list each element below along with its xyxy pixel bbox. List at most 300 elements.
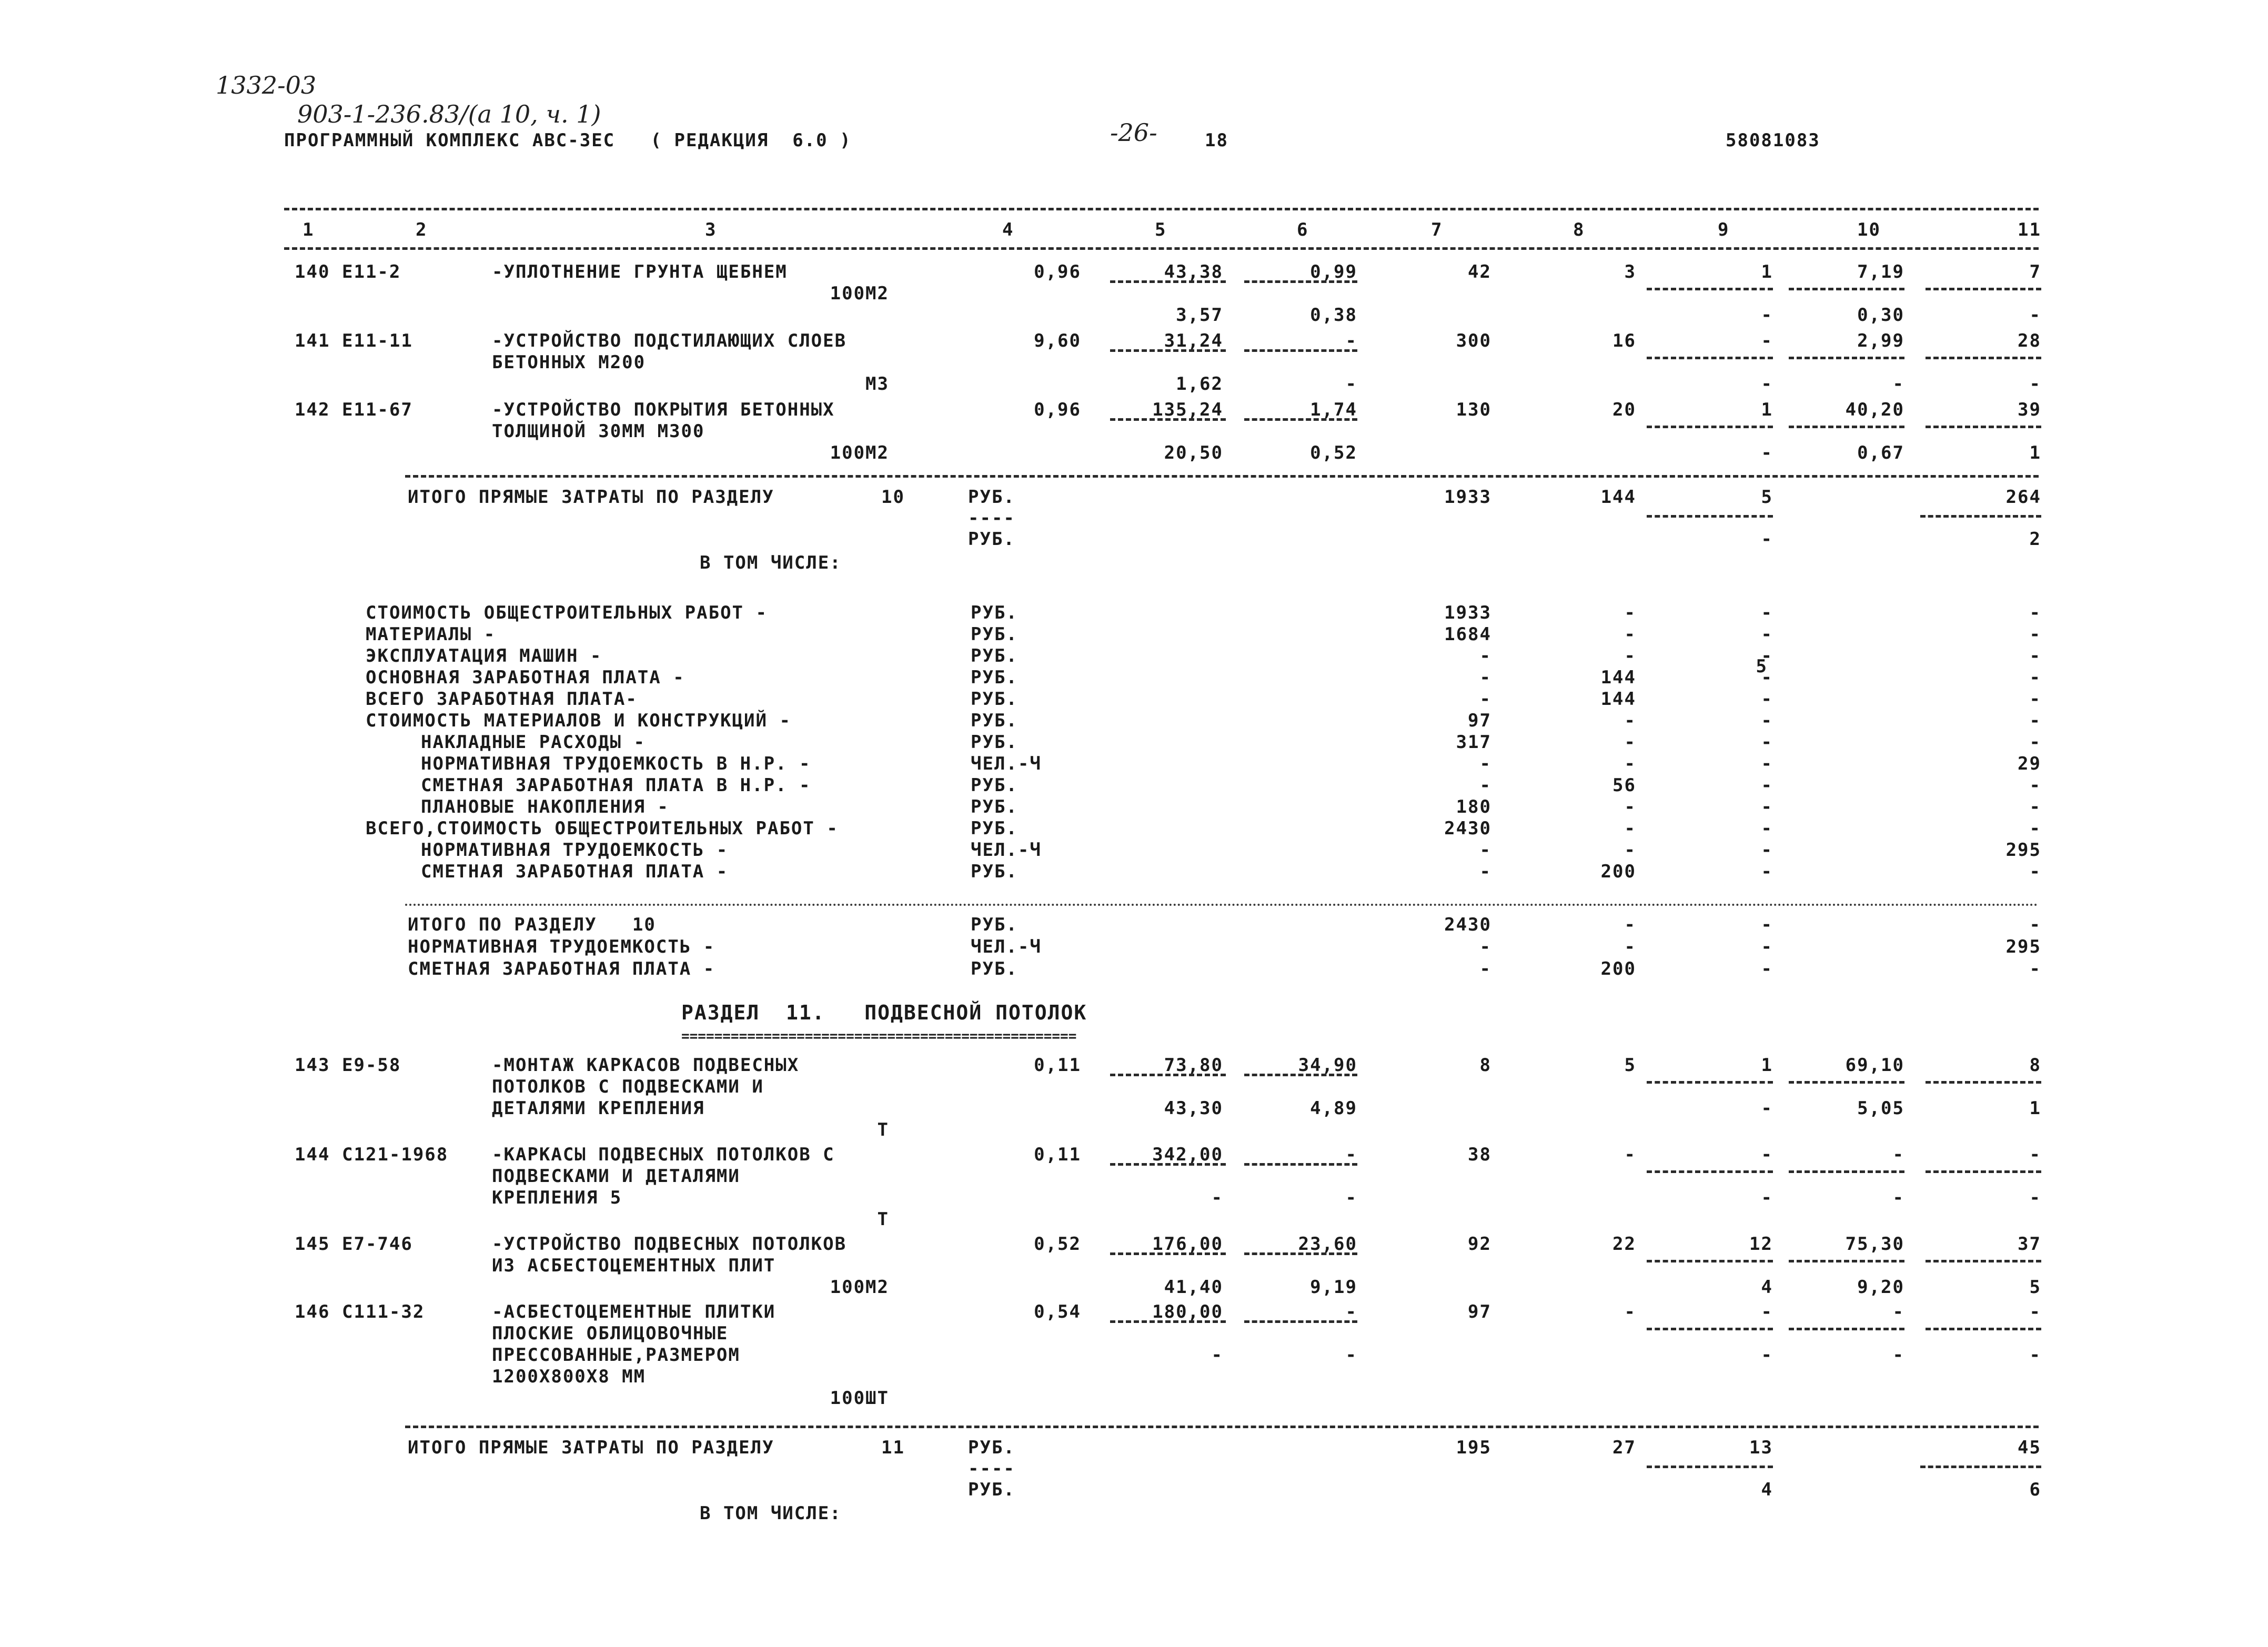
cell-c5: 3,57 [1176, 305, 1223, 326]
final-cell-c9: - [1761, 914, 1773, 935]
value-pair-rule [1926, 1170, 2041, 1173]
value-pair-rule [1647, 1328, 1773, 1330]
total-unit-dash: ---- [968, 508, 1015, 529]
breakdown-cell-c11: 29 [2018, 753, 2041, 774]
cell-c11: 5 [2029, 1277, 2041, 1298]
value-pair-rule [1244, 1252, 1357, 1255]
cell-c10: 40,20 [1845, 399, 1904, 420]
cell-c2: С111-32 [342, 1301, 425, 1322]
final-cell-c9: - [1761, 936, 1773, 957]
total-cell-c11: 264 [2005, 487, 2041, 508]
final-unit: РУБ. [971, 958, 1018, 979]
cell-c11: - [2029, 1144, 2041, 1165]
breakdown-cell-c7: - [1479, 840, 1491, 861]
cell-c5: - [1211, 1187, 1223, 1208]
cell-c1: 142 [295, 399, 330, 420]
cell-c10: 5,05 [1857, 1098, 1904, 1119]
sheet-number: 18 [1205, 130, 1228, 151]
cell-c9: - [1761, 1345, 1773, 1366]
value-pair-rule [1244, 1074, 1357, 1076]
breakdown-cell-c9: - [1761, 732, 1773, 753]
breakdown-label: ОСНОВНАЯ ЗАРАБОТНАЯ ПЛАТА - [366, 667, 685, 688]
breakdown-cell-c7: - [1479, 689, 1491, 710]
value-pair-rule [1244, 280, 1357, 283]
cell-c8: 22 [1612, 1234, 1636, 1255]
breakdown-cell-c9: - [1761, 645, 1773, 666]
value-pair-rule [1926, 1081, 2041, 1084]
cell-c3: -УСТРОЙСТВО ПОДСТИЛАЮЩИХ СЛОЕВ [492, 330, 847, 351]
column-header-6: 6 [1297, 219, 1309, 240]
total-cell-c11: 45 [2018, 1437, 2041, 1458]
final-cell-c8: 200 [1600, 958, 1636, 979]
cell-c3u: Т [877, 1119, 889, 1140]
cell-c8: - [1624, 1301, 1636, 1322]
cell-c7: 38 [1468, 1144, 1491, 1165]
cell-c4: 0,54 [1034, 1301, 1081, 1322]
section-10-total-rule [405, 475, 2039, 478]
cell-c3: ПОТОЛКОВ С ПОДВЕСКАМИ И [492, 1076, 764, 1097]
cell-c4: 0,11 [1034, 1055, 1081, 1076]
value-pair-rule [1789, 1260, 1904, 1262]
breakdown-unit: РУБ. [971, 796, 1018, 817]
cell-c9: 1 [1761, 1055, 1773, 1076]
column-header-3: 3 [705, 219, 717, 240]
cell-c5: 41,40 [1164, 1277, 1223, 1298]
breakdown-cell-c8: - [1624, 624, 1636, 645]
section-11-underline: ================================================ [681, 1028, 1077, 1044]
breakdown-label: ВСЕГО ЗАРАБОТНАЯ ПЛАТА- [366, 689, 638, 710]
cell-c3u: 100М2 [830, 1277, 889, 1298]
value-pair-rule [1110, 1252, 1226, 1255]
breakdown-cell-c8: - [1624, 840, 1636, 861]
cell-c10: - [1892, 373, 1904, 395]
cell-c6: 0,99 [1310, 261, 1357, 282]
breakdown-cell-c7: - [1479, 775, 1491, 796]
value-pair-rule [1647, 1260, 1773, 1262]
cell-c5: 342,00 [1152, 1144, 1223, 1165]
cell-c4: 0,11 [1034, 1144, 1081, 1165]
cell-c10: 0,30 [1857, 305, 1904, 326]
cell-c1: 143 [295, 1055, 330, 1076]
breakdown-label: СМЕТНАЯ ЗАРАБОТНАЯ ПЛАТА В Н.Р. - [421, 775, 811, 796]
cell-c4: 0,96 [1034, 261, 1081, 282]
cell-c9: - [1761, 1301, 1773, 1322]
breakdown-unit: РУБ. [971, 775, 1018, 796]
cell-c6: 34,90 [1298, 1055, 1357, 1076]
cell-c11: 37 [2018, 1234, 2041, 1255]
breakdown-unit: РУБ. [971, 732, 1018, 753]
cell-c10: - [1892, 1187, 1904, 1208]
breakdown-cell-c7: 1684 [1444, 624, 1491, 645]
final-unit: РУБ. [971, 914, 1018, 935]
cell-c11: 39 [2018, 399, 2041, 420]
cell-c3: ПРЕССОВАННЫЕ,РАЗМЕРОМ [492, 1345, 740, 1366]
total-cell-c9: 13 [1749, 1437, 1773, 1458]
handwritten-ref: 903-1-236.83/(а 10, ч. 1) [297, 100, 601, 128]
breakdown-label: СМЕТНАЯ ЗАРАБОТНАЯ ПЛАТА - [421, 861, 729, 882]
cell-c1: 141 [295, 330, 330, 351]
breakdown-cell-c8: 200 [1600, 861, 1636, 882]
cell-c10: 69,10 [1845, 1055, 1904, 1076]
cell-c2: Е7-746 [342, 1234, 413, 1255]
final-cell-c7: - [1479, 936, 1491, 957]
cell-c10: 7,19 [1857, 261, 1904, 282]
total-cell-c7: 1933 [1444, 487, 1491, 508]
cell-c9: - [1761, 1144, 1773, 1165]
cell-c5: 20,50 [1164, 442, 1223, 463]
cell-c6: 0,38 [1310, 305, 1357, 326]
cell-c7: 300 [1456, 330, 1491, 351]
total-label: ИТОГО ПРЯМЫЕ ЗАТРАТЫ ПО РАЗДЕЛУ [408, 487, 774, 508]
cell-c3: -КАРКАСЫ ПОДВЕСНЫХ ПОТОЛКОВ С [492, 1144, 835, 1165]
cell-c9: - [1761, 330, 1773, 351]
breakdown-cell-c9: - [1761, 775, 1773, 796]
final-label: СМЕТНАЯ ЗАРАБОТНАЯ ПЛАТА - [408, 958, 715, 979]
final-cell-c7: - [1479, 958, 1491, 979]
value-pair-rule [1244, 349, 1357, 352]
column-header-10: 10 [1857, 219, 1881, 240]
breakdown-cell-c9: - [1761, 796, 1773, 817]
cell-c11: 1 [2029, 442, 2041, 463]
breakdown-unit: РУБ. [971, 645, 1018, 666]
cell-c8: - [1624, 1144, 1636, 1165]
cell-c10: - [1892, 1345, 1904, 1366]
cell-c7: 42 [1468, 261, 1491, 282]
breakdown-cell-c7: 1933 [1444, 602, 1491, 623]
value-pair-rule [1110, 1320, 1226, 1323]
cell-c4: 0,52 [1034, 1234, 1081, 1255]
value-pair-rule [1110, 280, 1226, 283]
value-pair-rule [1110, 349, 1226, 352]
breakdown-unit: РУБ. [971, 710, 1018, 731]
breakdown-label: ВСЕГО,СТОИМОСТЬ ОБЩЕСТРОИТЕЛЬНЫХ РАБОТ - [366, 818, 839, 839]
cell-c5: 31,24 [1164, 330, 1223, 351]
breakdown-label: НОРМАТИВНАЯ ТРУДОЕМКОСТЬ В Н.Р. - [421, 753, 811, 774]
column-header-4: 4 [1002, 219, 1014, 240]
cell-c3: ДЕТАЛЯМИ КРЕПЛЕНИЯ [492, 1098, 705, 1119]
final-unit: ЧЕЛ.-Ч [971, 936, 1042, 957]
breakdown-label: СТОИМОСТЬ ОБЩЕСТРОИТЕЛЬНЫХ РАБОТ - [366, 602, 768, 623]
breakdown-cell-c9: - [1761, 753, 1773, 774]
breakdown-cell-c11: - [2029, 645, 2041, 666]
cell-c10: 9,20 [1857, 1277, 1904, 1298]
cell-c3u: 100ШТ [830, 1388, 889, 1409]
breakdown-cell-c7: 97 [1468, 710, 1491, 731]
total-including-label: В ТОМ ЧИСЛЕ: [700, 1503, 842, 1524]
cell-c6: - [1345, 1144, 1357, 1165]
cell-c6: - [1345, 330, 1357, 351]
column-header-8: 8 [1573, 219, 1585, 240]
breakdown-unit: РУБ. [971, 861, 1018, 882]
breakdown-label: ПЛАНОВЫЕ НАКОПЛЕНИЯ - [421, 796, 669, 817]
cell-c3: БЕТОННЫХ М200 [492, 352, 646, 373]
total-unit: РУБ. [968, 487, 1015, 508]
value-pair-rule [1244, 1163, 1357, 1166]
total-unit-dash: ---- [968, 1458, 1015, 1479]
breakdown-cell-c9: - [1761, 710, 1773, 731]
breakdown-unit: ЧЕЛ.-Ч [971, 840, 1042, 861]
final-cell-c8: - [1624, 936, 1636, 957]
value-pair-rule [1789, 426, 1904, 428]
breakdown-cell-c8: - [1624, 602, 1636, 623]
breakdown-cell-c8: - [1624, 732, 1636, 753]
cell-c2: С121-1968 [342, 1144, 449, 1165]
breakdown-cell-c8: - [1624, 753, 1636, 774]
breakdown-cell-c9: - [1761, 818, 1773, 839]
cell-c9: - [1761, 442, 1773, 463]
value-pair-rule [1647, 1081, 1773, 1084]
cell-c10: 0,67 [1857, 442, 1904, 463]
total-cell-c7: 195 [1456, 1437, 1491, 1458]
cell-c11: - [2029, 1187, 2041, 1208]
cell-c6: - [1345, 1345, 1357, 1366]
breakdown-cell-c7: - [1479, 645, 1491, 666]
breakdown-cell-c9: - [1761, 602, 1773, 623]
handwritten-code: 1332-03 [216, 71, 317, 99]
value-pair-rule [1244, 418, 1357, 421]
breakdown-cell-c8: - [1624, 645, 1636, 666]
final-cell-c8: - [1624, 914, 1636, 935]
total-cell-c8: 27 [1612, 1437, 1636, 1458]
cell-c3: -АСБЕСТОЦЕМЕНТНЫЕ ПЛИТКИ [492, 1301, 776, 1322]
cell-c7: 130 [1456, 399, 1491, 420]
breakdown-unit: РУБ. [971, 667, 1018, 688]
breakdown-cell-c11: - [2029, 861, 2041, 882]
total-section-number: 10 [881, 487, 905, 508]
cell-c3u: Т [877, 1209, 889, 1230]
total-label: ИТОГО ПРЯМЫЕ ЗАТРАТЫ ПО РАЗДЕЛУ [408, 1437, 774, 1458]
breakdown-label: НОРМАТИВНАЯ ТРУДОЕМКОСТЬ - [421, 840, 729, 861]
total-cell-c11b: 2 [2029, 529, 2041, 550]
cell-c11: 7 [2029, 261, 2041, 282]
total-sub-rule [1647, 1466, 1773, 1468]
breakdown-cell-c9: - [1761, 667, 1773, 688]
total-sub-rule [1920, 1466, 2041, 1468]
cell-c3: -УСТРОЙСТВО ПОДВЕСНЫХ ПОТОЛКОВ [492, 1234, 847, 1255]
cell-c9: 1 [1761, 399, 1773, 420]
value-pair-rule [1789, 1328, 1904, 1330]
breakdown-cell-c9: - [1761, 840, 1773, 861]
value-pair-rule [1926, 357, 2041, 359]
breakdown-cell-c9: - [1761, 624, 1773, 645]
cell-c7: 97 [1468, 1301, 1491, 1322]
cell-c7: 92 [1468, 1234, 1491, 1255]
cell-c6: 1,74 [1310, 399, 1357, 420]
final-label: ИТОГО ПО РАЗДЕЛУ 10 [408, 914, 656, 935]
breakdown-cell-c11: - [2029, 796, 2041, 817]
final-cell-c11: - [2029, 914, 2041, 935]
final-cell-c11: 295 [2005, 936, 2041, 957]
breakdown-cell-c7: 317 [1456, 732, 1491, 753]
value-pair-rule [1926, 1260, 2041, 1262]
value-pair-rule [1789, 357, 1904, 359]
breakdown-unit: ЧЕЛ.-Ч [971, 753, 1042, 774]
breakdown-unit: РУБ. [971, 689, 1018, 710]
column-header-11: 11 [2018, 219, 2041, 240]
document-code: 58081083 [1726, 130, 1820, 151]
cell-c5: 43,30 [1164, 1098, 1223, 1119]
section-10-final-rule [405, 904, 2039, 906]
breakdown-cell-c8: 56 [1612, 775, 1636, 796]
cell-c9: 1 [1761, 261, 1773, 282]
cell-c4: 0,96 [1034, 399, 1081, 420]
cell-c11: - [2029, 373, 2041, 395]
value-pair-rule [1647, 426, 1773, 428]
total-sub-rule [1920, 515, 2041, 518]
breakdown-cell-c8: 144 [1600, 667, 1636, 688]
breakdown-cell-c11: - [2029, 667, 2041, 688]
breakdown-unit: РУБ. [971, 624, 1018, 645]
cell-c5: 135,24 [1152, 399, 1223, 420]
breakdown-cell-c7: - [1479, 667, 1491, 688]
value-pair-rule [1647, 1170, 1773, 1173]
cell-c11: - [2029, 1301, 2041, 1322]
cell-c2: Е9-58 [342, 1055, 401, 1076]
final-cell-c9: - [1761, 958, 1773, 979]
cell-c6: - [1345, 373, 1357, 395]
cell-c9: - [1761, 1187, 1773, 1208]
total-sub-rule [1647, 515, 1773, 518]
final-cell-c7: 2430 [1444, 914, 1491, 935]
value-pair-rule [1926, 1328, 2041, 1330]
value-pair-rule [1926, 288, 2041, 290]
total-cell-c9: 5 [1761, 487, 1773, 508]
cell-c11: 1 [2029, 1098, 2041, 1119]
cell-c6: - [1345, 1301, 1357, 1322]
total-cell-c9b: 4 [1761, 1479, 1773, 1500]
cell-c11: - [2029, 305, 2041, 326]
total-cell-c8: 144 [1600, 487, 1636, 508]
cell-c6: 4,89 [1310, 1098, 1357, 1119]
cell-c4: 9,60 [1034, 330, 1081, 351]
cell-c5: 1,62 [1176, 373, 1223, 395]
column-header-1: 1 [303, 219, 315, 240]
cell-c8: 16 [1612, 330, 1636, 351]
breakdown-cell-c11: - [2029, 732, 2041, 753]
value-pair-rule [1647, 288, 1773, 290]
column-header-7: 7 [1431, 219, 1443, 240]
table-header-rule [284, 247, 2039, 250]
breakdown-cell-c7: - [1479, 753, 1491, 774]
value-pair-rule [1110, 1074, 1226, 1076]
cell-c3u: 100М2 [830, 442, 889, 463]
cell-c5: 43,38 [1164, 261, 1223, 282]
cell-c9: - [1761, 1098, 1773, 1119]
cell-c7: 8 [1479, 1055, 1491, 1076]
breakdown-cell-c11: - [2029, 775, 2041, 796]
cell-c10: - [1892, 1301, 1904, 1322]
total-unit: РУБ. [968, 1437, 1015, 1458]
handwritten-page-number: -26- [1110, 118, 1157, 147]
total-including-label: В ТОМ ЧИСЛЕ: [700, 552, 842, 573]
cell-c6: - [1345, 1187, 1357, 1208]
cell-c3: ПОДВЕСКАМИ И ДЕТАЛЯМИ [492, 1166, 740, 1187]
cell-c11: 8 [2029, 1055, 2041, 1076]
cell-c8: 5 [1624, 1055, 1636, 1076]
cell-c2: Е11-11 [342, 330, 413, 351]
column-header-9: 9 [1718, 219, 1730, 240]
cell-c9: 4 [1761, 1277, 1773, 1298]
cell-c3u: 100М2 [830, 283, 889, 304]
breakdown-cell-c8: - [1624, 710, 1636, 731]
cell-c10: 75,30 [1845, 1234, 1904, 1255]
column-header-5: 5 [1155, 219, 1167, 240]
cell-c10: - [1892, 1144, 1904, 1165]
breakdown-cell-c11: 295 [2005, 840, 2041, 861]
breakdown-cell-c9: - [1761, 861, 1773, 882]
cell-c2: Е11-67 [342, 399, 413, 420]
value-pair-rule [1110, 1163, 1226, 1166]
value-pair-rule [1647, 357, 1773, 359]
cell-c9: - [1761, 373, 1773, 395]
cell-c3: ИЗ АСБЕСТОЦЕМЕНТНЫХ ПЛИТ [492, 1255, 776, 1276]
program-header: ПРОГРАММНЫЙ КОМПЛЕКС АВС-3ЕС ( РЕДАКЦИЯ 6.0 ) [284, 130, 852, 151]
cell-c5: 180,00 [1152, 1301, 1223, 1322]
cell-c3: КРЕПЛЕНИЯ 5 [492, 1187, 622, 1208]
value-pair-rule [1244, 1320, 1357, 1323]
breakdown-cell-c9: - [1761, 689, 1773, 710]
total-cell-c11b: 6 [2029, 1479, 2041, 1500]
breakdown-unit: РУБ. [971, 602, 1018, 623]
breakdown-label: ЭКСПЛУАТАЦИЯ МАШИН - [366, 645, 602, 666]
cell-c11: - [2029, 1345, 2041, 1366]
breakdown-cell-c8: - [1624, 796, 1636, 817]
value-pair-rule [1110, 418, 1226, 421]
breakdown-cell-c11: - [2029, 602, 2041, 623]
total-cell-c9b: - [1761, 529, 1773, 550]
cell-c8: 3 [1624, 261, 1636, 282]
final-cell-c11: - [2029, 958, 2041, 979]
cell-c6: 0,52 [1310, 442, 1357, 463]
breakdown-cell-c8: 144 [1600, 689, 1636, 710]
cell-c1: 145 [295, 1234, 330, 1255]
cell-c1: 146 [295, 1301, 330, 1322]
breakdown-label: СТОИМОСТЬ МАТЕРИАЛОВ И КОНСТРУКЦИЙ - [366, 710, 791, 731]
section-11-total-rule [405, 1426, 2039, 1428]
cell-c3: 1200Х800Х8 ММ [492, 1366, 646, 1387]
cell-c2: Е11-2 [342, 261, 401, 282]
cell-c5: 176,00 [1152, 1234, 1223, 1255]
breakdown-cell-c8: - [1624, 818, 1636, 839]
value-pair-rule [1789, 1081, 1904, 1084]
cell-c3: ТОЛЩИНОЙ 30ММ М300 [492, 421, 705, 442]
cell-c3: -УПЛОТНЕНИЕ ГРУНТА ЩЕБНЕМ [492, 261, 788, 282]
cell-c3: ПЛОСКИЕ ОБЛИЦОВОЧНЫЕ [492, 1323, 729, 1344]
breakdown-cell-c11: - [2029, 710, 2041, 731]
cell-c3: -МОНТАЖ КАРКАСОВ ПОДВЕСНЫХ [492, 1055, 800, 1076]
breakdown-label: МАТЕРИАЛЫ - [366, 624, 496, 645]
breakdown-cell-c7: - [1479, 861, 1491, 882]
cell-c3u: М3 [865, 373, 889, 395]
breakdown-cell-c7: 180 [1456, 796, 1491, 817]
breakdown-cell-c11: - [2029, 818, 2041, 839]
value-pair-rule [1789, 1170, 1904, 1173]
breakdown-cell-c7: 2430 [1444, 818, 1491, 839]
total-unit-2: РУБ. [968, 529, 1015, 550]
breakdown-unit: РУБ. [971, 818, 1018, 839]
breakdown-cell-c11: - [2029, 689, 2041, 710]
total-unit-2: РУБ. [968, 1479, 1015, 1500]
cell-c1: 140 [295, 261, 330, 282]
column-header-2: 2 [416, 219, 428, 240]
value-pair-rule [1789, 288, 1904, 290]
cell-c1: 144 [295, 1144, 330, 1165]
cell-c8: 20 [1612, 399, 1636, 420]
breakdown-cell-c10: 5 [1756, 656, 1768, 677]
final-label: НОРМАТИВНАЯ ТРУДОЕМКОСТЬ - [408, 936, 715, 957]
cell-c10: 2,99 [1857, 330, 1904, 351]
value-pair-rule [1926, 426, 2041, 428]
